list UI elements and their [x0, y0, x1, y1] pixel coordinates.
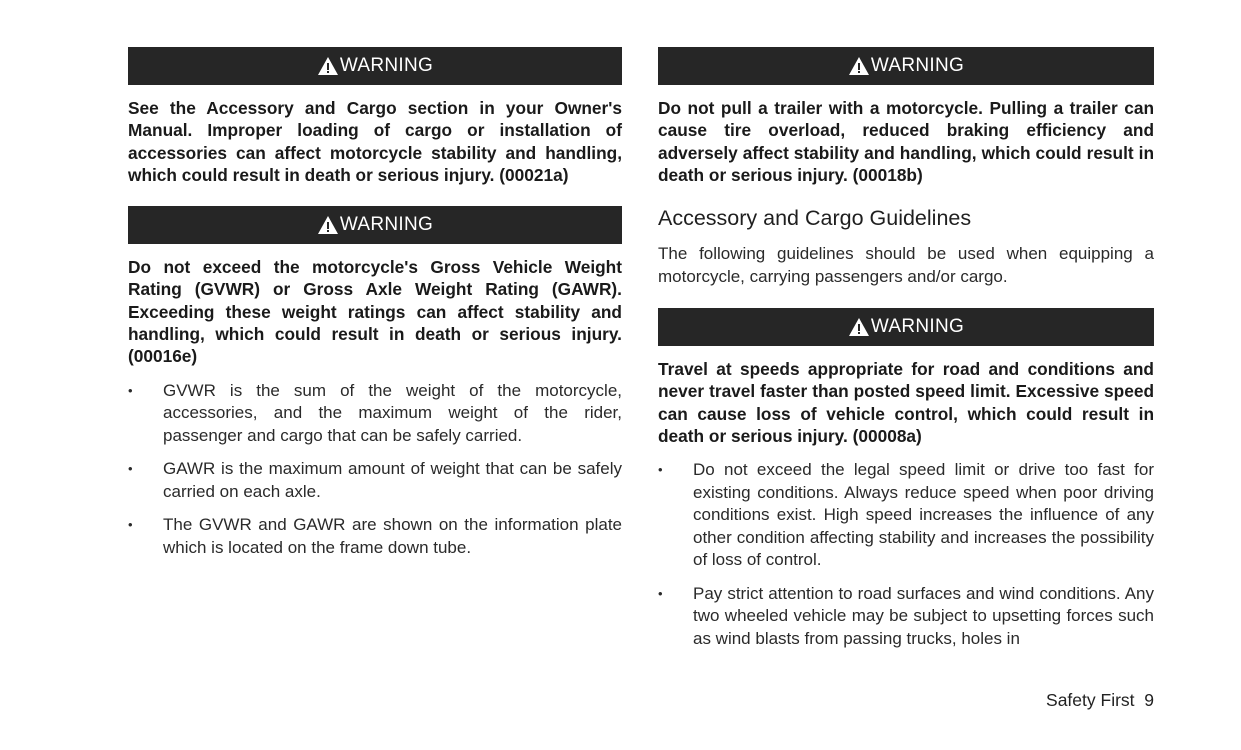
list-item-text: Do not exceed the legal speed limit or drive too fast for existing conditions. Always reduce speed when poor driving conditions exist. High speed increases the influence of any other condition affecting stability and increases the possibility of loss of control.	[693, 460, 1154, 570]
warning-text: Travel at speeds appropriate for road and conditions and never travel faster than posted speed limit. Excessive speed can cause loss of vehicle control, which could result in death or serious injury. (00008a)	[658, 359, 1154, 447]
warning-text: See the Accessory and Cargo section in your Owner's Manual. Improper loading of cargo or installation of accessories can affect motorcycle stability and handling, which could result in death or serious injury. (00021a)	[128, 98, 622, 185]
warning-banner	[658, 308, 1154, 346]
list-item-text: Pay strict attention to road surfaces and wind conditions. Any two wheeled vehicle may be subject to upsetting forces such as wind blasts from passing trucks, holes in	[693, 583, 1154, 648]
bullet-icon: •	[128, 382, 133, 398]
right-column	[658, 47, 1154, 661]
bullet-icon: •	[658, 462, 663, 478]
list-item-text: GAWR is the maximum amount of weight that can be safely carried on each axle.	[163, 459, 622, 501]
warning-triangle-icon	[317, 56, 339, 76]
warning-banner	[658, 47, 1154, 85]
warning-label: WARNING	[870, 55, 965, 76]
bullet-icon: •	[658, 585, 663, 601]
footer-section-name: Safety First	[1046, 690, 1135, 710]
page-number: 9	[1144, 690, 1154, 710]
list-item	[658, 583, 1154, 651]
bullet-list	[128, 380, 622, 560]
list-item	[128, 458, 622, 503]
left-column	[128, 47, 622, 570]
warning-banner	[128, 47, 622, 85]
warning-text: Do not exceed the motorcycle's Gross Vehicle Weight Rating (GVWR) or Gross Axle Weight Rating (GAWR). Exceeding these weight ratings can affect stability and handling, which could result in death or serious injury. (00016e)	[128, 257, 622, 367]
list-item	[128, 514, 622, 559]
list-item	[128, 380, 622, 448]
section-title: Accessory and Cargo Guidelines	[658, 206, 972, 231]
warning-label: WARNING	[339, 214, 434, 236]
page-footer	[1046, 690, 1154, 711]
warning-banner	[128, 206, 622, 244]
warning-text: Do not pull a trailer with a motorcycle. Pulling a trailer can cause tire overload, reduced braking efficiency and adversely affect stability and handling, which could result in death or serious injury. (00018b)	[658, 98, 1154, 185]
bullet-icon: •	[128, 517, 133, 533]
list-item-text: GVWR is the sum of the weight of the motorcycle, accessories, and the maximum weight of the rider, passenger and cargo that can be safely carried.	[163, 380, 622, 445]
intro-paragraph: The following guidelines should be used when equipping a motorcycle, carrying passengers and/or cargo.	[658, 244, 1154, 286]
warning-triangle-icon	[848, 317, 870, 337]
warning-triangle-icon	[317, 215, 339, 235]
warning-label: WARNING	[339, 55, 434, 76]
bullet-icon: •	[128, 461, 133, 477]
warning-triangle-icon	[848, 56, 870, 76]
bullet-list	[658, 459, 1154, 650]
warning-label: WARNING	[870, 316, 965, 338]
list-item	[658, 459, 1154, 572]
list-item-text: The GVWR and GAWR are shown on the information plate which is located on the frame down tube.	[163, 515, 622, 557]
